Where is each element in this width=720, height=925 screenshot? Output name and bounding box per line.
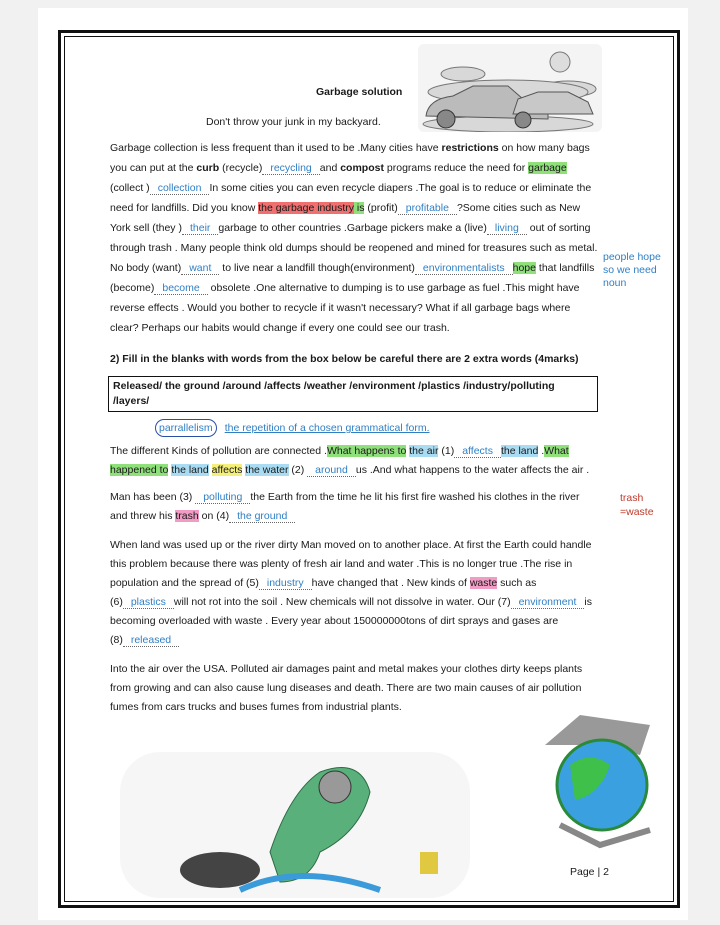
bold-term: compost	[340, 162, 384, 174]
highlight-green: What happens to	[326, 445, 407, 457]
document-body	[110, 138, 598, 717]
text-segment: such as (6)	[110, 577, 537, 608]
handwritten-answer: recycling	[262, 162, 319, 175]
paragraph-air-pollution	[110, 660, 598, 717]
text-segment: on how many bags you can put at the	[110, 142, 590, 174]
highlight-blue: the land	[171, 464, 209, 476]
note-parallelism-definition: the repetition of a chosen grammatical form.	[224, 422, 430, 434]
text-segment: (recycle)	[219, 162, 263, 174]
note-people-hope: people hope	[603, 251, 661, 263]
handwritten-answer: living	[487, 222, 527, 235]
text-segment: Garbage collection is less frequent than it used to be .Many cities have	[110, 142, 442, 154]
highlight-red: the garbage industry	[258, 202, 354, 214]
handwritten-answer: polluting	[195, 491, 250, 504]
highlight-green: garbage	[528, 162, 567, 174]
text-segment: will not rot into the soil . New chemicals will not dissolve in water. Our (7)	[173, 596, 511, 608]
text-segment: that landfills (become)	[110, 262, 595, 294]
handwritten-answer: environment	[511, 596, 585, 609]
paragraph-garbage-collection	[110, 138, 598, 338]
highlight-yellow: affects	[211, 464, 243, 476]
handwritten-answer: industry	[259, 577, 312, 590]
handwritten-answer: plastics	[123, 596, 174, 609]
text-segment: ?Some cities such as New York sell (they )	[110, 202, 581, 234]
text-segment: out of sorting through trash . Many people think old dumps should be reopened and mined for treasures such as metal. No body (want)	[110, 222, 598, 274]
paragraph-man-polluting	[110, 488, 598, 526]
handwritten-answer: around	[307, 464, 356, 477]
text-segment: When land was used up or the river dirty Man moved on to another place. At first the Earth could handle this problem because there was plenty of fresh air land and water .This is no longer true .The rise in population and the spread of (5)	[110, 539, 592, 589]
bold-term: 2) Fill in the blanks with words from the box below be careful there are 2 extra words (4marks)	[110, 353, 579, 365]
crying-earth-illustration	[540, 705, 660, 855]
page-number: Page | 2	[570, 866, 609, 878]
document-title: Garbage solution	[316, 86, 403, 98]
handwritten-answer: become	[154, 282, 207, 295]
bold-term: curb	[196, 162, 220, 174]
paragraph-land-used-up	[110, 536, 598, 650]
highlight-blue: the water	[245, 464, 289, 476]
question-2-instructions	[110, 350, 598, 368]
text-segment: Man has been (3)	[110, 491, 196, 503]
text-segment: to live near a landfill though(environment)	[219, 262, 415, 274]
handwritten-answer: released	[123, 634, 179, 647]
paragraph-pollution-connected	[110, 442, 598, 480]
text-segment: and	[319, 162, 341, 174]
polluted-fish-illustration	[120, 752, 470, 898]
highlight-blue: the air	[409, 445, 439, 457]
highlight-green: hope	[512, 262, 536, 274]
text-segment: (1)	[438, 445, 455, 457]
document-subtitle: Don't throw your junk in my backyard.	[206, 116, 381, 128]
highlight-green: What happened to	[110, 445, 569, 476]
text-segment: In some cities you can even recycle diapers .The goal is to reduce or eliminate the need for landfills. Did you know	[110, 182, 592, 214]
parallelism-annotation	[155, 418, 598, 438]
text-segment: programs reduce the need for	[383, 162, 529, 174]
text-segment: .	[538, 445, 545, 457]
note-so-we-need: so we need	[603, 264, 657, 276]
text-segment: the Earth from the time he lit his first fire washed his clothes in the river and threw his	[110, 491, 580, 522]
text-segment: garbage to other countries .Garbage pickers make a (live)	[218, 222, 487, 234]
handwritten-answer: their	[182, 222, 218, 235]
handwritten-answer: profitable	[398, 202, 457, 215]
text-segment: obsolete .One alternative to dumping is to use garbage as fuel .This might have reverse effects . Would you bother to recycle if it wasn't necessary? What if all garbage bags where clear? Perhaps our habits would change if every one could see our trash.	[110, 282, 580, 334]
note-trash: trash	[620, 492, 644, 504]
text-segment: Into the air over the USA. Polluted air damages paint and metal makes your clothes dirty keeps plants from growing and can also cause lung diseases and death. There are two main causes of air pollution fumes from cars trucks and buses fumes from industrial plants.	[110, 663, 583, 713]
word-box: Released/ the ground /around /affects /weather /environment /plastics /industry/polluting /layers/	[108, 376, 598, 412]
handwritten-answer: want	[181, 262, 219, 275]
text-segment: on (4)	[198, 510, 230, 522]
handwritten-answer: collection	[150, 182, 210, 195]
text-segment: us .And what happens to the water affects the air .	[355, 464, 590, 476]
text-segment: is becoming overloaded with waste . Every year about 150000000tons of dirt sprays and gases are (8)	[110, 596, 592, 646]
text-segment: (profit)	[364, 202, 398, 214]
note-noun: noun	[603, 277, 627, 289]
polluting-cars-illustration	[418, 44, 602, 132]
bold-term: restrictions	[441, 142, 499, 154]
highlight-pink: trash	[175, 510, 199, 522]
highlight-pink: waste	[469, 577, 498, 589]
text-segment: have changed that . New kinds of	[311, 577, 470, 589]
text-segment: The different Kinds of pollution are connected .	[110, 445, 327, 457]
highlight-blue: the land	[500, 445, 539, 457]
text-segment: (collect )	[110, 182, 150, 194]
handwritten-answer: the ground	[229, 510, 295, 523]
text-segment: (2)	[288, 464, 308, 476]
handwritten-answer: affects	[454, 445, 501, 458]
note-parallelism: parrallelism	[155, 419, 217, 437]
highlight-green: is	[353, 202, 365, 214]
handwritten-answer: environmentalists	[415, 262, 513, 275]
note-waste: =waste	[620, 506, 654, 518]
